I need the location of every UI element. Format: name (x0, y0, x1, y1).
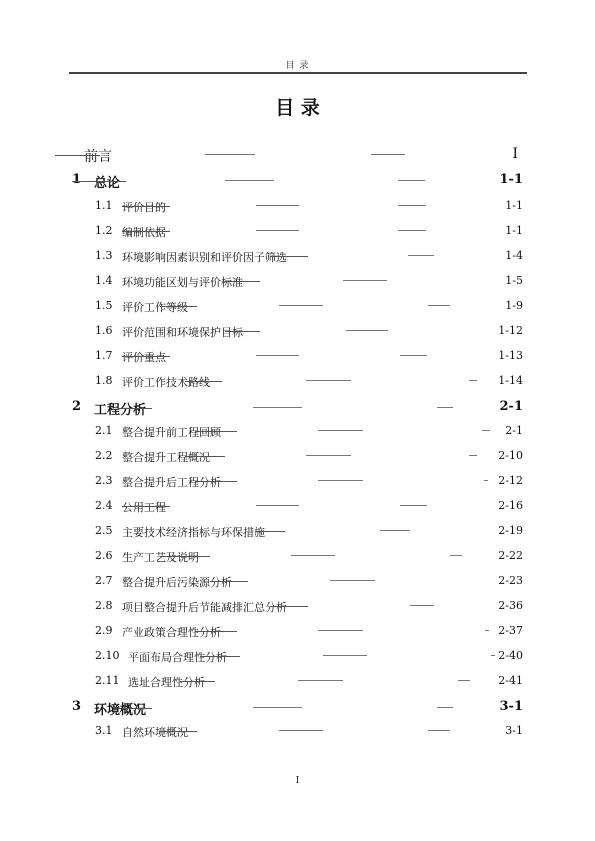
running-header: 目 录 (285, 61, 310, 71)
toc-leader-dots (400, 355, 427, 356)
toc-entry-label: 整合提升前工程回顾 (122, 426, 221, 439)
toc-leader-dots (371, 154, 405, 155)
toc-entry[interactable] (0, 474, 595, 490)
toc-strike-mark (270, 256, 308, 257)
toc-strike-mark (270, 606, 308, 607)
toc-entry-number: 1.7 (95, 349, 113, 362)
toc-leader-dots (253, 407, 302, 408)
toc-entry-number: 2 (72, 399, 82, 414)
toc-leader-dots (428, 305, 450, 306)
toc-entry-label: 评价工作等级 (122, 301, 188, 314)
toc-strike-mark (72, 181, 126, 182)
toc-entry[interactable] (0, 274, 595, 290)
toc-leader-dots (398, 205, 426, 206)
toc-entry-page: 1-9 (505, 299, 523, 312)
toc-strike-mark (122, 206, 170, 207)
toc-leader-dots (330, 580, 375, 581)
toc-leader-dots (428, 730, 450, 731)
toc-entry-label: 整合提升后污染源分析 (122, 576, 232, 589)
toc-leader-dots (279, 730, 323, 731)
toc-entry-number: 1.2 (95, 224, 113, 237)
toc-entry[interactable] (0, 699, 595, 718)
toc-leader-dots (450, 555, 462, 556)
toc-entry-label: 主要技术经济指标与环保措施 (122, 526, 265, 539)
toc-entry[interactable] (0, 649, 595, 665)
toc-strike-mark (118, 708, 152, 709)
toc-leader-dots (323, 655, 367, 656)
toc-entry-label: 产业政策合理性分析 (122, 626, 221, 639)
toc-entry-page: 1-4 (505, 249, 523, 262)
toc-entry-label: 环境功能区划与评价标准 (122, 276, 243, 289)
toc-entry-number: 3.1 (95, 724, 113, 737)
toc-entry-page: 3-1 (499, 699, 523, 714)
toc-entry-page: 1-1 (505, 199, 523, 212)
toc-entry-page: 2-1 (505, 424, 523, 437)
toc-leader-dots (485, 630, 489, 631)
footer-page-number: I (295, 776, 300, 786)
toc-entry-page: 2-22 (498, 549, 523, 562)
toc-entry-page: 2-37 (498, 624, 523, 637)
toc-leader-dots (306, 455, 351, 456)
toc-entry-page: 2-16 (498, 499, 523, 512)
toc-entry-number: 2.7 (95, 574, 113, 587)
toc-leader-dots (491, 655, 495, 656)
toc-entry-number: 2.10 (95, 649, 120, 662)
toc-leader-dots (398, 180, 425, 181)
toc-entry[interactable] (0, 449, 595, 465)
toc-entry-number: 2.2 (95, 449, 113, 462)
toc-strike-mark (160, 556, 210, 557)
toc-entry-label: 整合提升工程概况 (122, 451, 210, 464)
toc-entry-label: 评价范围和环境保护目标 (122, 326, 243, 339)
toc-entry-page: 2-1 (499, 399, 523, 414)
toc-entry-number: 2.1 (95, 424, 113, 437)
toc-entry-number: 1 (72, 172, 82, 187)
toc-entry[interactable] (0, 524, 595, 540)
toc-leader-dots (469, 455, 477, 456)
toc-strike-mark (55, 155, 100, 156)
toc-leader-dots (380, 530, 410, 531)
toc-leader-dots (256, 230, 299, 231)
toc-leader-dots (343, 280, 387, 281)
toc-strike-mark (118, 408, 152, 409)
toc-entry-label: 环境概况 (94, 703, 147, 718)
toc-strike-mark (210, 581, 248, 582)
toc-leader-dots (408, 255, 434, 256)
toc-leader-dots (256, 505, 299, 506)
toc-leader-dots (482, 430, 490, 431)
toc-strike-mark (185, 381, 222, 382)
toc-entry[interactable] (0, 724, 595, 740)
toc-entry-label: 公用工程 (122, 501, 166, 514)
toc-entry[interactable] (0, 499, 595, 515)
header-rule (69, 72, 527, 74)
toc-entry-page: 1-13 (498, 349, 523, 362)
toc-entry-number: 1.1 (95, 199, 113, 212)
toc-entry-number: 2.6 (95, 549, 113, 562)
toc-entry-label: 前言 (84, 149, 112, 165)
toc-leader-dots (318, 480, 363, 481)
toc-entry[interactable] (0, 624, 595, 640)
toc-entry-number: 2.4 (95, 499, 113, 512)
toc-leader-dots (306, 380, 351, 381)
toc-entry-page: 2-12 (498, 474, 523, 487)
toc-strike-mark (225, 331, 260, 332)
toc-entry-page: 1-1 (505, 224, 523, 237)
toc-entry-label: 编制依据 (122, 226, 166, 239)
toc-entry-number: 2.5 (95, 524, 113, 537)
toc-entry[interactable] (0, 224, 595, 240)
toc-entry-label: 总论 (94, 176, 121, 191)
toc-entry-label: 环境影响因素识别和评价因子筛选 (122, 251, 287, 264)
toc-entry-number: 2.11 (95, 674, 120, 687)
toc-entry[interactable] (0, 399, 595, 418)
toc-entry-label: 评价目的 (122, 201, 166, 214)
toc-strike-mark (195, 431, 237, 432)
toc-leader-dots (437, 707, 453, 708)
toc-entry-page: 3-1 (505, 724, 523, 737)
toc-entry-page: 1-14 (498, 374, 523, 387)
page-title: 目 录 (275, 97, 320, 119)
toc-strike-mark (255, 531, 285, 532)
toc-leader-dots (318, 630, 363, 631)
toc-leader-dots (256, 355, 299, 356)
toc-entry-number: 3 (72, 699, 82, 714)
toc-entry-number: 1.4 (95, 274, 113, 287)
toc-entry-number: 1.3 (95, 249, 113, 262)
toc-leader-dots (279, 305, 323, 306)
toc-entry[interactable] (0, 324, 595, 340)
toc-leader-dots (437, 407, 453, 408)
toc-entry-page: 1-12 (498, 324, 523, 337)
toc-strike-mark (122, 356, 170, 357)
toc-entry-page: 2-36 (498, 599, 523, 612)
toc-leader-dots (458, 680, 470, 681)
toc-entry[interactable] (0, 599, 595, 615)
toc-entry-label: 整合提升后工程分析 (122, 476, 221, 489)
toc-strike-mark (122, 231, 170, 232)
toc-leader-dots (253, 707, 302, 708)
toc-entry-label: 工程分析 (94, 403, 147, 418)
toc-strike-mark (225, 281, 260, 282)
toc-entry-label: 项目整合提升后节能减排汇总分析 (122, 601, 287, 614)
toc-entry-number: 2.3 (95, 474, 113, 487)
toc-leader-dots (256, 205, 299, 206)
toc-entry-page: 2-41 (498, 674, 523, 687)
toc-leader-dots (346, 330, 388, 331)
toc-entry-label: 评价工作技术路线 (122, 376, 210, 389)
toc-leader-dots (225, 180, 274, 181)
toc-entry-number: 1.8 (95, 374, 113, 387)
toc-strike-mark (185, 456, 225, 457)
toc-strike-mark (122, 506, 170, 507)
toc-strike-mark (160, 306, 197, 307)
toc-leader-dots (205, 154, 255, 155)
toc-entry-number: 1.5 (95, 299, 113, 312)
toc-entry[interactable] (0, 374, 595, 390)
toc-entry-page: I (512, 146, 518, 162)
toc-entry-page: 2-23 (498, 574, 523, 587)
toc-strike-mark (195, 481, 237, 482)
toc-entry[interactable] (0, 574, 595, 590)
toc-strike-mark (160, 731, 197, 732)
toc-entry-label: 评价重点 (122, 351, 166, 364)
toc-leader-dots (298, 680, 343, 681)
toc-entry-page: 2-40 (498, 649, 523, 662)
toc-entry-page: 2-10 (498, 449, 523, 462)
toc-entry-number: 2.9 (95, 624, 113, 637)
toc-entry-label: 生产工艺及说明 (122, 551, 199, 564)
toc-entry-label: 自然环境概况 (122, 726, 188, 739)
toc-leader-dots (398, 230, 426, 231)
toc-entry-label: 平面布局合理性分析 (128, 651, 227, 664)
toc-entry-label: 选址合理性分析 (128, 676, 205, 689)
toc-entry-number: 1.6 (95, 324, 113, 337)
toc-entry-page: 1-1 (499, 172, 523, 187)
toc-leader-dots (484, 480, 488, 481)
toc-strike-mark (200, 656, 240, 657)
toc-strike-mark (195, 631, 237, 632)
toc-entry[interactable] (0, 172, 595, 191)
toc-entry[interactable] (0, 199, 595, 215)
toc-leader-dots (291, 555, 335, 556)
toc-entry[interactable] (0, 299, 595, 315)
toc-entry-page: 2-19 (498, 524, 523, 537)
toc-leader-dots (410, 605, 434, 606)
toc-entry[interactable] (0, 249, 595, 265)
toc-leader-dots (400, 505, 427, 506)
toc-entry-number: 2.8 (95, 599, 113, 612)
toc-entry[interactable] (0, 549, 595, 565)
toc-entry[interactable] (0, 424, 595, 440)
toc-leader-dots (318, 430, 363, 431)
toc-strike-mark (180, 681, 215, 682)
toc-leader-dots (469, 380, 477, 381)
toc-entry[interactable] (0, 146, 595, 165)
toc-entry-page: 1-5 (505, 274, 523, 287)
toc-entry[interactable] (0, 674, 595, 690)
toc-entry[interactable] (0, 349, 595, 365)
